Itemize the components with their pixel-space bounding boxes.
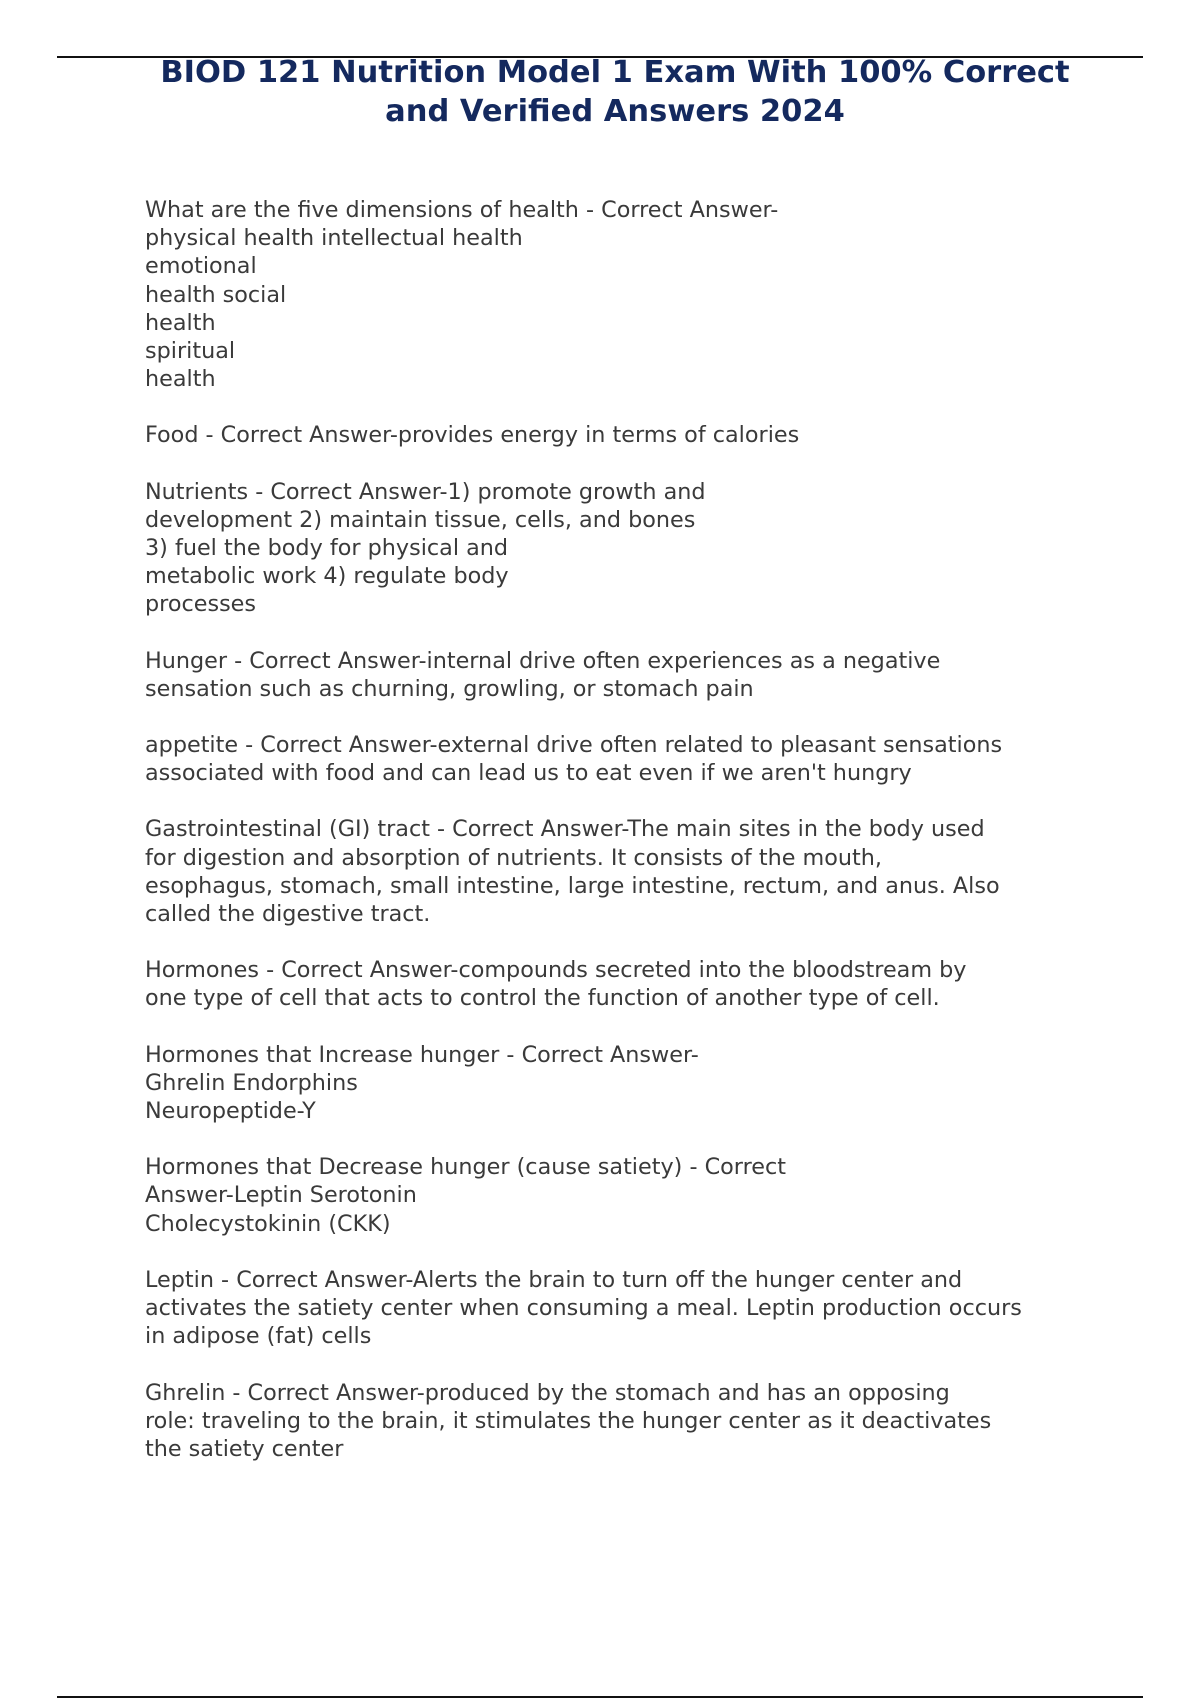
entry-line: Cholecystokinin (CKK) [145,1210,391,1237]
entry-line: for digestion and absorption of nutrients. It consists of the mouth, [145,844,882,871]
entry-line: associated with food and can lead us to eat even if we aren't hungry [145,760,912,787]
qa-entry [145,956,1105,1012]
entry-line: health [145,366,216,393]
entry-line: Neuropeptide-Y [145,1098,316,1125]
entry-line: processes [145,591,257,618]
entry-line: activates the satiety center when consuming a meal. Leptin production occurs [145,1295,1022,1322]
entry-line: Hunger - Correct Answer-internal drive often experiences as a negative [145,647,941,674]
entry-line: Nutrients - Correct Answer-1) promote growth and [145,478,706,505]
entry-line: role: traveling to the brain, it stimulates the hunger center as it deactivates [145,1407,992,1434]
qa-entry [145,1379,1105,1464]
qa-list [145,196,1105,1491]
entry-line: Ghrelin Endorphins [145,1069,358,1096]
qa-entry [145,1266,1105,1351]
entry-line: Hormones that Decrease hunger (cause satiety) - Correct [145,1154,786,1181]
entry-line: one type of cell that acts to control the function of another type of cell. [145,985,940,1012]
qa-entry [145,731,1105,787]
entry-line: called the digestive tract. [145,901,431,928]
entry-line: development 2) maintain tissue, cells, and bones [145,506,696,533]
entry-line: metabolic work 4) regulate body [145,563,509,590]
qa-entry [145,421,1105,449]
entry-line: Food - Correct Answer-provides energy in terms of calories [145,422,800,449]
entry-line: in adipose (fat) cells [145,1323,372,1350]
entry-line: What are the five dimensions of health - Correct Answer- [145,197,779,223]
entry-line: physical health intellectual health [145,225,523,252]
entry-line: Gastrointestinal (GI) tract - Correct Answer-The main sites in the body used [145,816,985,843]
entry-line: the satiety center [145,1435,344,1462]
entry-line: appetite - Correct Answer-external drive often related to pleasant sensations [145,732,1003,759]
entry-line: esophagus, stomach, small intestine, large intestine, rectum, and anus. Also [145,872,1000,899]
title-line: and Verified Answers 2024 [385,94,845,129]
document-title [100,53,1130,131]
entry-line: health [145,309,216,336]
entry-line: Hormones that Increase hunger - Correct Answer- [145,1041,699,1068]
bottom-divider [57,1696,1143,1698]
entry-line: spiritual [145,338,236,365]
entry-line: sensation such as churning, growling, or stomach pain [145,675,754,702]
entry-line: health social [145,281,287,308]
entry-line: Ghrelin - Correct Answer-produced by the stomach and has an opposing [145,1379,950,1406]
title-line: BIOD 121 Nutrition Model 1 Exam With 100% Correct [160,55,1070,90]
entry-line: 3) fuel the body for physical and [145,535,509,562]
qa-entry [145,647,1105,703]
entry-line: Leptin - Correct Answer-Alerts the brain to turn off the hunger center and [145,1266,963,1293]
entry-line: Hormones - Correct Answer-compounds secreted into the bloodstream by [145,957,967,984]
entry-line: Answer-Leptin Serotonin [145,1182,417,1209]
qa-entry [145,478,1105,619]
qa-entry [145,1041,1105,1126]
entry-line: emotional [145,253,257,280]
qa-entry [145,196,1105,393]
qa-entry [145,1153,1105,1238]
qa-entry [145,815,1105,928]
